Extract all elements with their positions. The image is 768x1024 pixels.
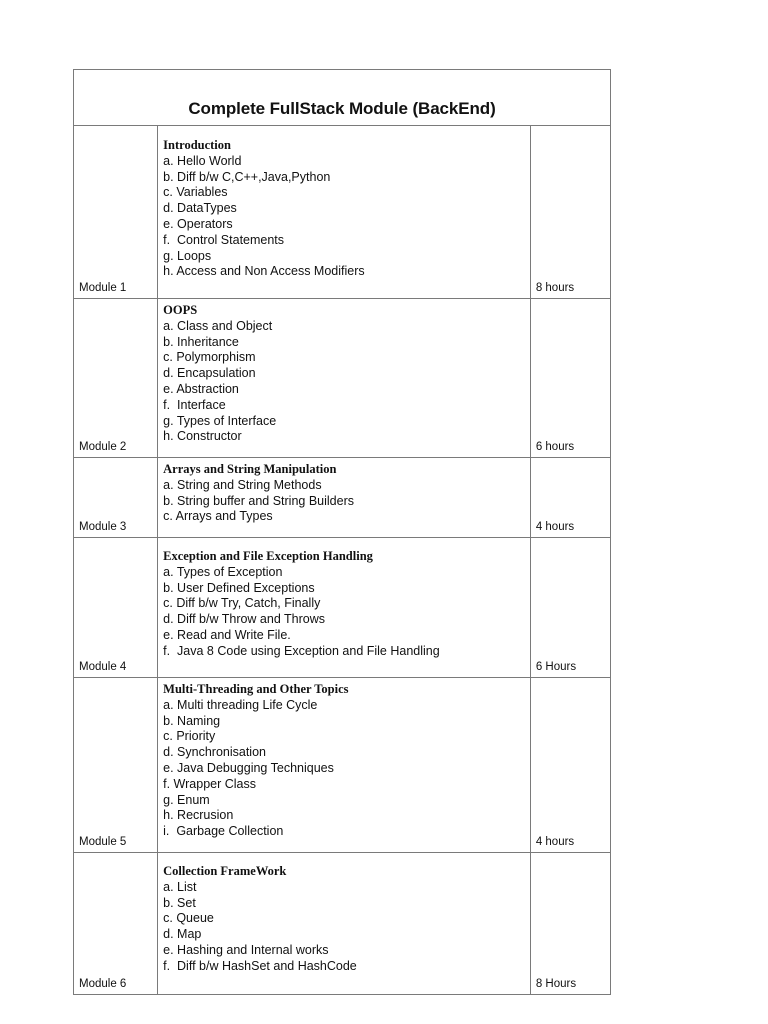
module-label: Module 4 [74, 538, 158, 678]
topic-item: e. Hashing and Internal works [163, 942, 329, 957]
module-topics [158, 853, 531, 995]
topic-item: g. Types of Interface [163, 413, 277, 428]
title-row [74, 70, 611, 126]
module-heading: Exception and File Exception Handling [163, 549, 373, 563]
module-hours: 6 hours [530, 299, 610, 458]
topic-list [163, 319, 526, 445]
topic-list [163, 880, 526, 975]
topic-list [163, 154, 526, 280]
topic-item: i. Garbage Collection [163, 824, 284, 839]
topic-item: h. Constructor [163, 429, 242, 444]
module-label: Module 3 [74, 458, 158, 538]
module-row [74, 299, 611, 458]
module-topics [158, 299, 531, 458]
module-heading: Multi-Threading and Other Topics [163, 682, 349, 696]
topic-item: d. Diff b/w Throw and Throws [163, 612, 326, 627]
topic-list [163, 698, 526, 840]
topic-list [163, 565, 526, 660]
topic-item: e. Abstraction [163, 381, 239, 396]
topic-item: a. String and String Methods [163, 477, 322, 492]
topic-item: b. Diff b/w C,C++,Java,Python [163, 169, 331, 184]
topic-item: c. Polymorphism [163, 350, 256, 365]
module-label: Module 5 [74, 678, 158, 853]
module-hours: 8 hours [530, 126, 610, 299]
module-row [74, 126, 611, 299]
topic-item: d. DataTypes [163, 201, 237, 216]
topic-item: g. Loops [163, 248, 212, 263]
module-topics [158, 458, 531, 538]
topic-item: a. Hello World [163, 153, 242, 168]
module-row [74, 678, 611, 853]
module-topics [158, 538, 531, 678]
document-title: Complete FullStack Module (BackEnd) [188, 99, 496, 118]
topic-list [163, 478, 526, 525]
module-heading: Arrays and String Manipulation [163, 462, 337, 476]
topic-item: d. Map [163, 927, 202, 942]
topic-item: f. Interface [163, 397, 226, 412]
topic-item: c. Arrays and Types [163, 509, 273, 524]
topic-item: b. Set [163, 895, 196, 910]
module-hours: 8 Hours [530, 853, 610, 995]
topic-item: g. Enum [163, 792, 210, 807]
topic-item: f. Wrapper Class [163, 776, 256, 791]
module-hours: 4 hours [530, 678, 610, 853]
module-row [74, 538, 611, 678]
topic-item: h. Recrusion [163, 808, 234, 823]
topic-item: f. Control Statements [163, 232, 285, 247]
module-label: Module 6 [74, 853, 158, 995]
module-hours: 6 Hours [530, 538, 610, 678]
topic-item: c. Variables [163, 185, 228, 200]
topic-item: f. Diff b/w HashSet and HashCode [163, 958, 357, 973]
topic-item: a. Class and Object [163, 318, 273, 333]
module-label: Module 2 [74, 299, 158, 458]
syllabus-table [73, 69, 611, 995]
topic-item: a. Multi threading Life Cycle [163, 697, 318, 712]
topic-item: b. User Defined Exceptions [163, 580, 315, 595]
module-heading: Collection FrameWork [163, 864, 287, 878]
topic-item: a. Types of Exception [163, 564, 283, 579]
module-row [74, 458, 611, 538]
module-hours: 4 hours [530, 458, 610, 538]
topic-item: f. Java 8 Code using Exception and File Handling [163, 643, 440, 658]
module-row [74, 853, 611, 995]
module-label: Module 1 [74, 126, 158, 299]
topic-item: c. Queue [163, 911, 214, 926]
topic-item: c. Priority [163, 729, 216, 744]
topic-item: c. Diff b/w Try, Catch, Finally [163, 596, 321, 611]
topic-item: e. Operators [163, 216, 233, 231]
module-topics [158, 126, 531, 299]
topic-item: e. Java Debugging Techniques [163, 760, 334, 775]
title-cell [74, 70, 611, 126]
topic-item: d. Encapsulation [163, 366, 256, 381]
module-topics [158, 678, 531, 853]
topic-item: h. Access and Non Access Modifiers [163, 264, 365, 279]
module-rows [74, 126, 611, 995]
topic-item: a. List [163, 879, 197, 894]
topic-item: e. Read and Write File. [163, 627, 291, 642]
module-heading: OOPS [163, 303, 198, 317]
topic-item: d. Synchronisation [163, 745, 266, 760]
topic-item: b. Inheritance [163, 334, 239, 349]
topic-item: b. Naming [163, 713, 221, 728]
module-heading: Introduction [163, 138, 231, 152]
topic-item: b. String buffer and String Builders [163, 493, 354, 508]
